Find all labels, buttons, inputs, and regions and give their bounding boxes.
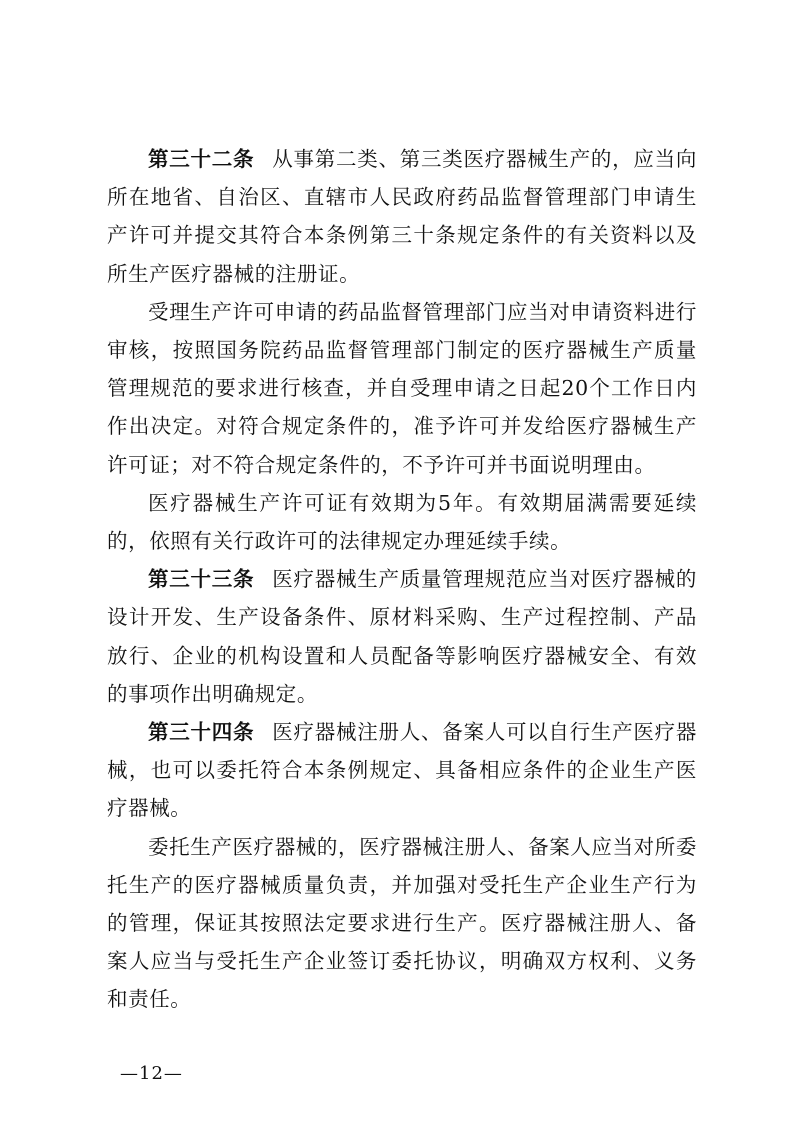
article-number: 第三十四条 [148, 720, 255, 745]
paragraph-text: 从事第二类、第三类医疗器械生产的，应当向所在地省、自治区、直辖市人民政府药品监督管理部门申请生产许可并提交其符合本条例第三十条规定条件的有关资料以及所生产医疗器械的注册证。 [107, 147, 698, 286]
paragraph-license-review [107, 293, 697, 484]
paragraph-text: 医疗器械生产质量管理规范应当对医疗器械的设计开发、生产设备条件、原材料采购、生产过程控制、产品放行、企业的机构设置和人员配备等影响医疗器械安全、有效的事项作出明确规定。 [107, 567, 698, 706]
paragraph-license-validity [107, 484, 697, 560]
article-number: 第三十三条 [148, 567, 255, 592]
paragraph-text: 医疗器械生产许可证有效期为5年。有效期届满需要延续的，依照有关行政许可的法律规定办理延续手续。 [107, 490, 697, 554]
article-number: 第三十二条 [148, 147, 255, 171]
document-body [107, 140, 697, 1019]
paragraph-text: 受理生产许可申请的药品监督管理部门应当对申请资料进行审核，按照国务院药品监督管理部门制定的医疗器械生产质量管理规范的要求进行核查，并自受理申请之日起20个工作日内作出决定。对符合规定条件的，准予许可并发给医疗器械生产许可证；对不符合规定条件的，不予许可并书面说明理由。 [107, 299, 697, 477]
paragraph-text: 医疗器械注册人、备案人可以自行生产医疗器械，也可以委托符合本条例规定、具备相应条件的企业生产医疗器械。 [107, 720, 698, 821]
paragraph-article-33 [107, 560, 697, 713]
paragraph-entrusted-production [107, 828, 697, 1019]
paragraph-article-32 [107, 140, 697, 293]
page-number: —12— [120, 1063, 183, 1084]
paragraph-article-34 [107, 713, 697, 828]
paragraph-text: 委托生产医疗器械的，医疗器械注册人、备案人应当对所委托生产的医疗器械质量负责，并加强对受托生产企业生产行为的管理，保证其按照法定要求进行生产。医疗器械注册人、备案人应当与受托生产企业签订委托协议，明确双方权利、义务和责任。 [107, 834, 697, 1012]
